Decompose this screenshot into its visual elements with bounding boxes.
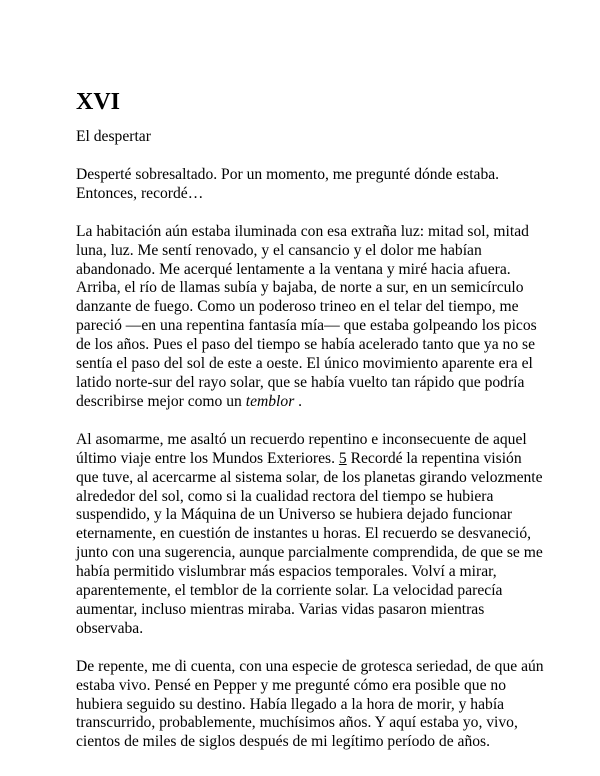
document-page <box>76 88 546 771</box>
paragraph-2-text: La habitación aún estaba iluminada con esa extraña luz: mitad sol, mitad luna, luz. Me sentí renovado, y el cansancio y el dolor me habían abandonado. Me acerqué lentamente a la ventana y miré hacia afuera. Arriba, el río de llamas subía y bajaba, de norte a sur, en un semicírculo danzante de fuego. Como un poderoso trineo en el telar del tiempo, me pareció —en una repentina fantasía mía— que estaba golpeando los picos de los años. Pues el paso del tiempo se había acelerado tanto que ya no se sentía el paso del sol de este a oeste. El único movimiento aparente era el latido norte-sur del rayo solar, que se había vuelto tan rápido que podría describirse mejor como un <box>76 222 537 410</box>
paragraph-2-end: . <box>294 392 303 410</box>
paragraph-3-text-before: Al asomarme, me asaltó un recuerdo repentino e inconsecuente de aquel último viaje entre los Mundos Exteriores. <box>76 430 527 467</box>
chapter-number: XVI <box>76 89 121 115</box>
paragraph-2 <box>76 223 546 412</box>
chapter-title: El despertar <box>76 128 151 145</box>
paragraph-1: Desperté sobresaltado. Por un momento, me pregunté dónde estaba. Entonces, recordé… <box>76 165 500 202</box>
footnote-link[interactable]: 5 <box>338 449 347 467</box>
paragraph-3-text-after: Recordé la repentina visión que tuve, al acercarme al sistema solar, de los planetas girando velozmente alrededor del sol, como si la cualidad rectora del tiempo se hubiera suspendido, y la Máquina de un Universo se hubiera dejado funcionar eternamente, en cuestión de instantes u horas. El recuerdo se desvaneció, junto con una sugerencia, aunque parcialmente comprendida, de que se me había permitido vislumbrar más espacios temporales. Volví a mirar, aparentemente, el temblor de la corriente solar. La velocidad parecía aumentar, incluso mientras miraba. Varias vidas pasaron mientras observaba. <box>76 449 543 637</box>
paragraph-4: De repente, me di cuenta, con una especie de grotesca seriedad, de que aún estaba vivo. Pensé en Pepper y me pregunté cómo era posible que no hubiera seguido su destino. Había llegado a la hora de morir, y había transcurrido, probablemente, muchísimos años. Y aquí estaba yo, vivo, cientos de miles de siglos después de mi legítimo período de años. <box>76 657 544 751</box>
paragraph-3 <box>76 431 546 639</box>
emphasis-temblor: temblor <box>245 392 295 410</box>
